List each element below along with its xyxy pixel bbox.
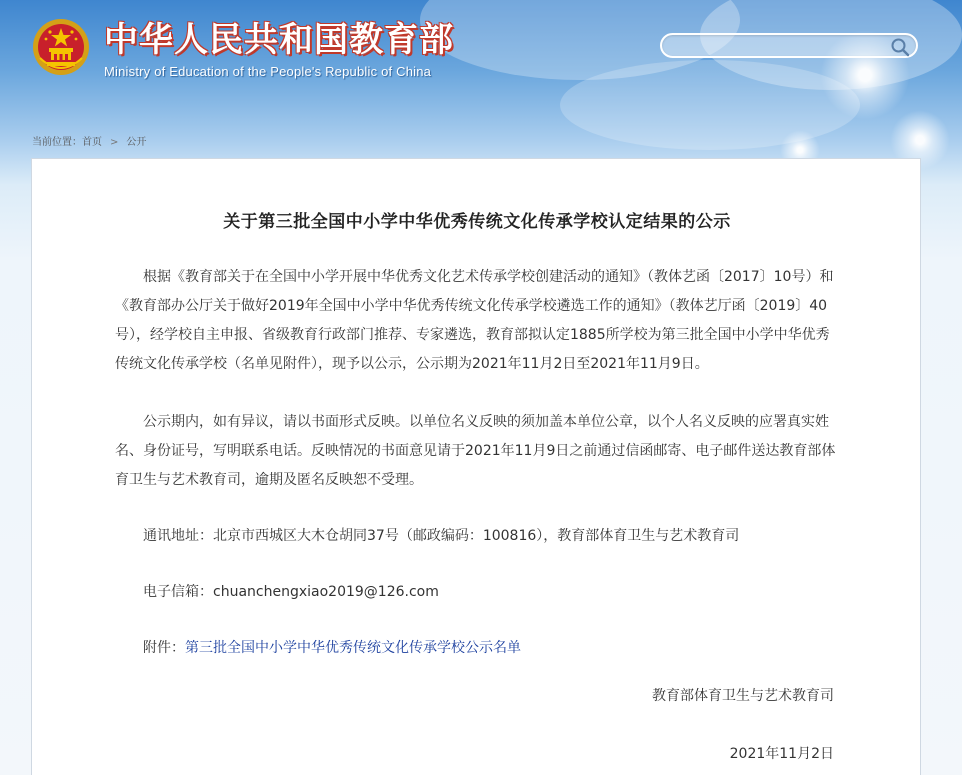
search-icon[interactable] bbox=[890, 37, 910, 57]
attachment-link[interactable]: 第三批全国中小学中华优秀传统文化传承学校公示名单 bbox=[185, 640, 521, 656]
contact-address: 通讯地址：北京市西城区大木仓胡同37号（邮政编码：100816），教育部体育卫生与艺术教育司 bbox=[143, 528, 740, 544]
breadcrumb-prefix: 当前位置： bbox=[32, 137, 82, 148]
breadcrumb-separator: > bbox=[110, 137, 119, 148]
attachment-line bbox=[115, 634, 840, 663]
contact-email: 电子信箱：chuanchengxiao2019@126.com bbox=[143, 584, 439, 600]
national-emblem-icon bbox=[32, 18, 90, 76]
article-body bbox=[115, 263, 840, 663]
site-title: 中华人民共和国教育部 bbox=[104, 20, 454, 60]
search-input[interactable] bbox=[672, 37, 882, 55]
site-subtitle: Ministry of Education of the People's Republic of China bbox=[104, 64, 432, 79]
breadcrumb bbox=[32, 133, 146, 148]
search-box bbox=[660, 33, 918, 58]
article-paragraph: 公示期内，如有异议，请以书面形式反映。以单位名义反映的须加盖本单位公章，以个人名义反映的应署真实姓名、身份证号，写明联系电话。反映情况的书面意见请于2021年11月9日之前通过信函邮寄、电子邮件送达教育部体育卫生与艺术教育司，逾期及匿名反映恕不受理。 bbox=[115, 414, 836, 488]
breadcrumb-home-link[interactable]: 首页 bbox=[82, 137, 102, 148]
article-signer: 教育部体育卫生与艺术教育司 bbox=[652, 688, 834, 704]
article-date: 2021年11月2日 bbox=[729, 746, 834, 762]
attachment-label: 附件： bbox=[143, 640, 185, 656]
article-title: 关于第三批全国中小学中华优秀传统文化传承学校认定结果的公示 bbox=[223, 212, 731, 232]
article-paragraph: 根据《教育部关于在全国中小学开展中华优秀文化艺术传承学校创建活动的通知》（教体艺函〔2017〕10号）和《教育部办公厅关于做好2019年全国中小学中华优秀传统文化传承学校遴选工作的通知》（教体艺厅函〔2019〕40号），经学校自主申报、省级教育行政部门推荐、专家遴选，教育部拟认定1885所学校为第三批全国中小学中华优秀传统文化传承学校（名单见附件），现予以公示，公示期为2021年11月2日至2021年11月9日。 bbox=[115, 269, 834, 372]
breadcrumb-public-link[interactable]: 公开 bbox=[126, 137, 147, 148]
article-panel bbox=[31, 158, 921, 775]
